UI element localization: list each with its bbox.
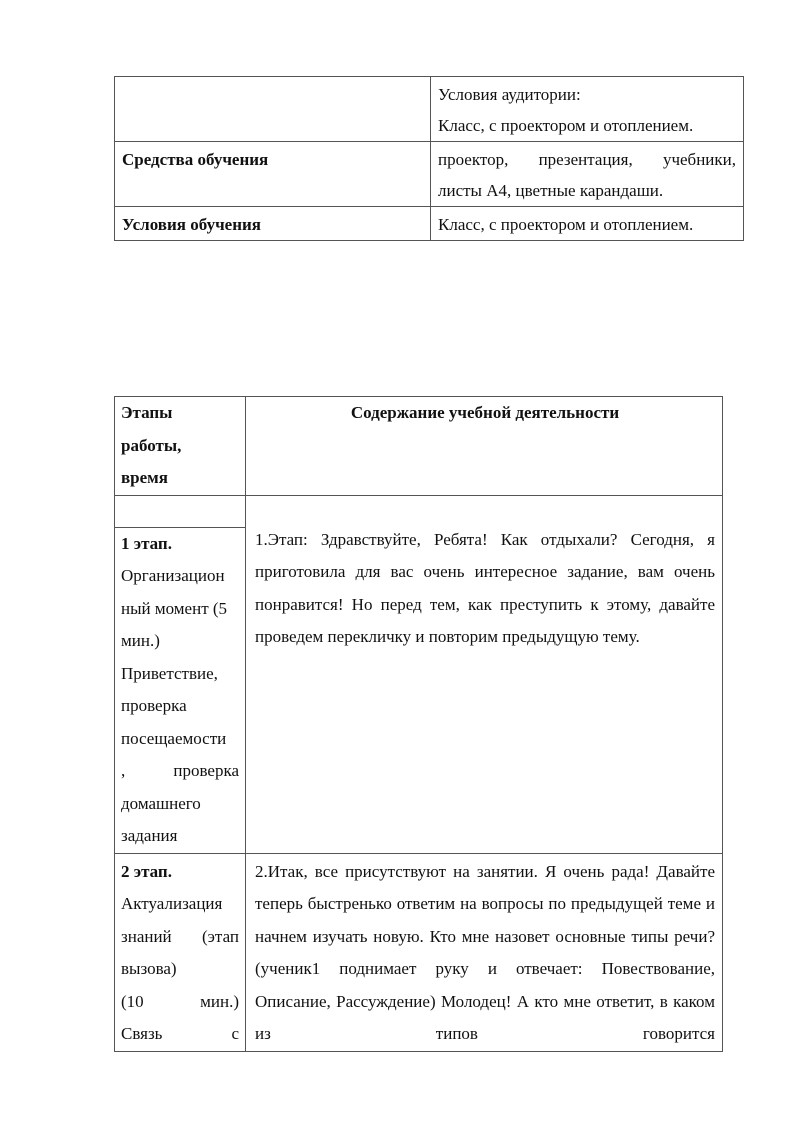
- lesson-stages-table: [114, 396, 723, 1052]
- stage-title: 1 этап.: [121, 533, 172, 553]
- stage2-content: 2.Итак, все присутствуют на занятии. Я очень рада! Давайте теперь быстренько ответим на вопросы по предыдущей теме и начнем изучать новую. Кто мне назовет основные типы речи? (ученик1 поднимает руку и отвечает: Повествование, Описание, Рассуждение) Молодец! А кто мне ответит, в каком из типов говорится: [255, 861, 715, 1043]
- stage-line: знаний (этап: [121, 926, 239, 946]
- cell-line: Класс, с проектором и отоплением.: [438, 215, 694, 234]
- table-cell: [431, 77, 744, 142]
- table-row: [115, 142, 744, 207]
- cell-line: Условия аудитории:: [438, 85, 581, 104]
- table-cell: [115, 495, 246, 527]
- table-row: [115, 853, 723, 1051]
- header-content-cell: Содержание учебной деятельности: [246, 397, 723, 496]
- conditions-table: [114, 76, 744, 241]
- stage-line: (10 мин.): [121, 991, 239, 1011]
- stage-line: Приветствие,: [121, 663, 218, 683]
- table-row: [115, 77, 744, 142]
- stage-line: мин.): [121, 631, 160, 650]
- table-cell: [431, 207, 744, 241]
- stage-line: Актуализация: [121, 894, 223, 913]
- stage-line: задания: [121, 826, 178, 845]
- row-label-learning-conditions: Условия обучения: [115, 207, 431, 241]
- stage1-content: 1.Этап: Здравствуйте, Ребята! Как отдыхали? Сегодня, я приготовила для вас очень интересное задание, вам очень понравится! Но перед тем, как преступить к этому, давайте проведем перекличку и повторим предыдущую тему.: [255, 529, 715, 646]
- header-line: время: [121, 468, 168, 487]
- stage-line: ный момент (5: [121, 598, 228, 618]
- stage1-content-cell: [246, 495, 723, 853]
- table-header-row: [115, 397, 723, 496]
- stage-line: домашнего: [121, 793, 201, 813]
- table-spacer-row: [115, 495, 723, 527]
- stage-line: посещаемости: [121, 728, 227, 748]
- row-label-teaching-tools: Средства обучения: [115, 142, 431, 207]
- stage-line: проверка: [121, 696, 187, 715]
- cell-line: листы А4, цветные карандаши.: [438, 181, 664, 200]
- stage-line: , проверка: [121, 761, 239, 780]
- cell-line: проектор, презентация, учебники,: [438, 150, 736, 169]
- table-cell: [431, 142, 744, 207]
- stage1-cell: [115, 527, 246, 853]
- header-line: Этапы: [121, 403, 173, 422]
- table-row: [115, 207, 744, 241]
- cell-line: Класс, с проектором и отоплением.: [438, 116, 694, 135]
- stage-title: 2 этап.: [121, 861, 172, 881]
- stage-line: Связь с: [121, 1024, 239, 1043]
- stage2-content-cell: [246, 853, 723, 1051]
- stage2-cell: [115, 853, 246, 1051]
- stage-line: вызова): [121, 959, 177, 978]
- header-stages-cell: [115, 397, 246, 496]
- stage-line: Организацион: [121, 566, 225, 585]
- header-line: работы,: [121, 435, 182, 455]
- table-cell: [115, 77, 431, 142]
